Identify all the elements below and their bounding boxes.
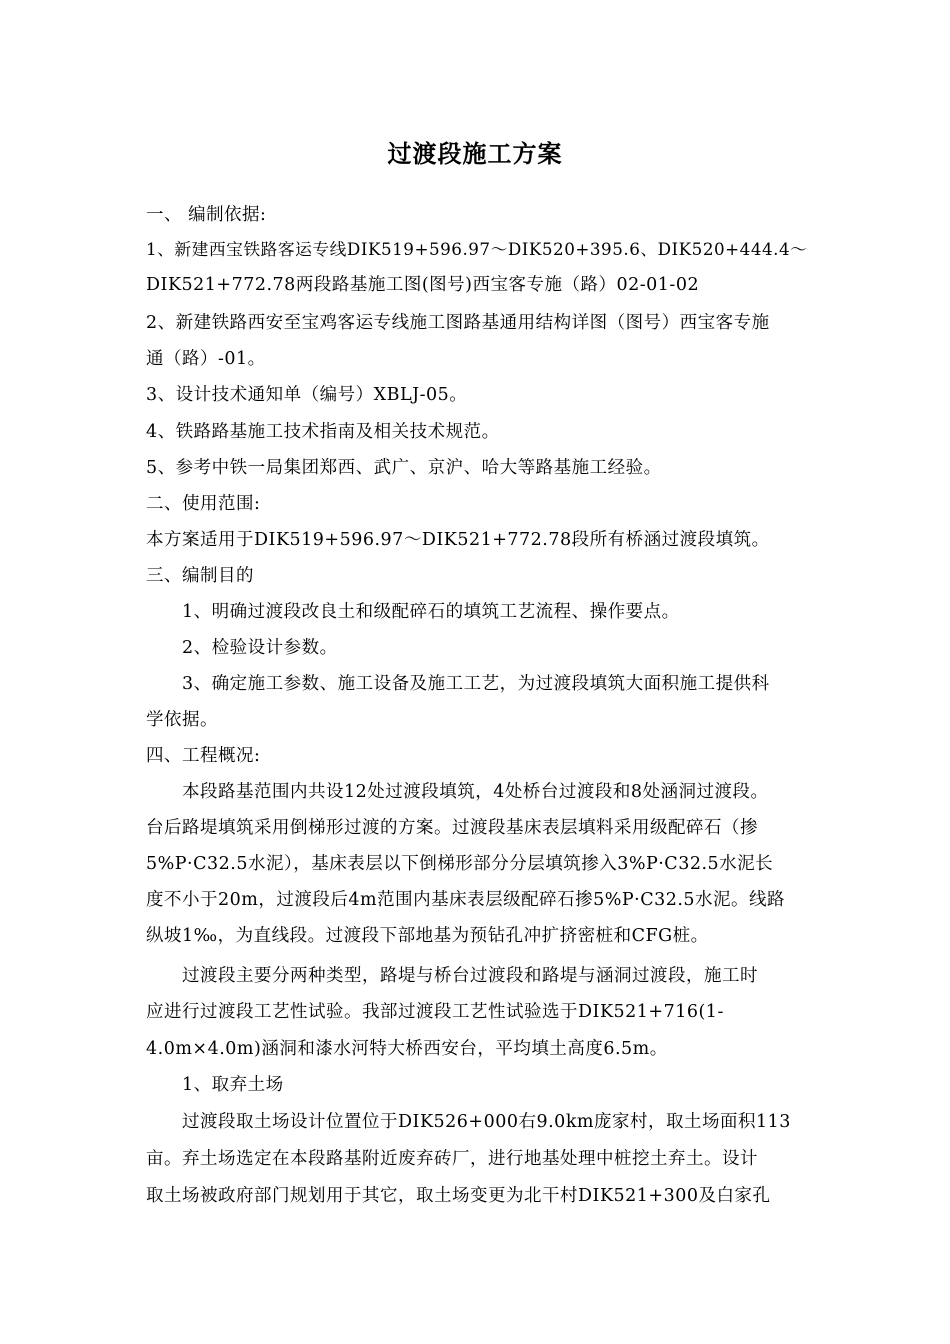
paragraph-line: 4、铁路路基施工技术指南及相关技术规范。 xyxy=(146,422,500,442)
paragraph-line: DIK521+772.78两段路基施工图(图号)西宝客专施（路）02-01-02 xyxy=(146,275,700,295)
paragraph-line: 3、确定施工参数、施工设备及施工工艺，为过渡段填筑大面积施工提供科 xyxy=(182,674,770,694)
subsection-heading-borrow-area: 1、取弃土场 xyxy=(182,1075,284,1095)
paragraph-line: 台后路堤填筑采用倒梯形过渡的方案。过渡段基床表层填料采用级配碎石（掺 xyxy=(146,818,758,838)
paragraph-line: 3、设计技术通知单（编号）XBLJ-05。 xyxy=(146,385,468,405)
paragraph-line: 本段路基范围内共设12处过渡段填筑，4处桥台过渡段和8处涵洞过渡段。 xyxy=(182,782,769,802)
paragraph-line: 通（路）-01。 xyxy=(146,349,266,369)
paragraph-line: 学依据。 xyxy=(146,710,218,730)
paragraph-line: 5%P·C32.5水泥），基床表层以下倒梯形部分分层填筑掺入3%P·C32.5水泥长 xyxy=(146,854,774,874)
paragraph-line: 亩。弃土场选定在本段路基附近废弃砖厂，进行地基处理中桩挖土弃土。设计 xyxy=(146,1149,758,1169)
paragraph-line: 2、新建铁路西安至宝鸡客运专线施工图路基通用结构详图（图号）西宝客专施 xyxy=(146,313,770,333)
paragraph-line: 4.0m×4.0m)涵洞和漆水河特大桥西安台，平均填土高度6.5m。 xyxy=(146,1039,668,1059)
paragraph-line: 过渡段主要分两种类型，路堤与桥台过渡段和路堤与涵洞过渡段，施工时 xyxy=(182,966,758,986)
section-heading-basis: 一、 编制依据: xyxy=(146,205,267,225)
section-heading-overview: 四、工程概况: xyxy=(146,746,261,766)
paragraph-line: 纵坡1‰，为直线段。过渡段下部地基为预钻孔冲扩挤密桩和CFG桩。 xyxy=(146,926,709,946)
paragraph-line: 本方案适用于DIK519+596.97～DIK521+772.78段所有桥涵过渡段填筑。 xyxy=(146,530,770,550)
paragraph-line: 应进行过渡段工艺性试验。我部过渡段工艺性试验选于DIK521+716(1- xyxy=(146,1002,724,1022)
paragraph-line: 2、检验设计参数。 xyxy=(182,638,338,658)
paragraph-line: 1、明确过渡段改良土和级配碎石的填筑工艺流程、操作要点。 xyxy=(182,602,680,622)
section-heading-purpose: 三、编制目的 xyxy=(146,566,254,586)
paragraph-line: 过渡段取土场设计位置位于DIK526+000右9.0km庞家村，取土场面积113 xyxy=(182,1112,791,1132)
document-title: 过渡段施工方案 xyxy=(387,140,563,168)
paragraph-line: 1、新建西宝铁路客运专线DIK519+596.97～DIK520+395.6、DIK520+444.4～ xyxy=(146,239,808,259)
paragraph-line: 取土场被政府部门规划用于其它，取土场变更为北干村DIK521+300及白家孔 xyxy=(146,1186,771,1206)
paragraph-line: 度不小于20m，过渡段后4m范围内基床表层级配碎石掺5%P·C32.5水泥。线路 xyxy=(146,890,786,910)
section-heading-scope: 二、使用范围: xyxy=(146,494,261,514)
paragraph-line: 5、参考中铁一局集团郑西、武广、京沪、哈大等路基施工经验。 xyxy=(146,458,662,478)
